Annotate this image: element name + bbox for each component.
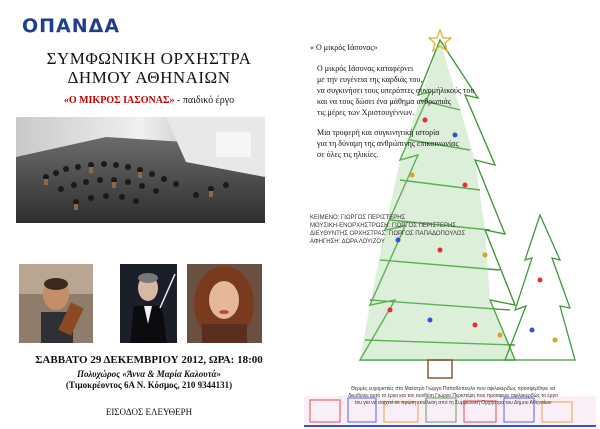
thanks-line: Θερμές ευχαριστίες στο Μαέστρο Γιώργο Παπαδόπουλο που αφιλοκερδώς προσφέρθηκε να (350, 386, 556, 392)
event-date: ΣΑΒΒΑΤΟ 29 ΔΕΚΕΜΒΡΙΟΥ 2012, ΩΡΑ: 18:00 (35, 354, 263, 366)
story-poem (317, 63, 527, 160)
event-venue: Πολυχώρος «Άννα & Μαρία Καλουτά» (76, 369, 222, 379)
thanks-note (308, 386, 598, 407)
narrator-portrait (187, 264, 262, 343)
story-title: « Ο μικρός Ιάσονας» (310, 43, 378, 52)
logo-text: ΟΠΑΝΔΑ (22, 15, 121, 37)
conductor-portrait (120, 264, 177, 343)
credit-line: ΔΙΕΥΘΥΝΤΗΣ ΟΡΧΗΣΤΡΑΣ: ΓΙΩΡΓΟΣ ΠΑΠΑΔΟΠΟΥΛΟΣ (310, 231, 466, 237)
poem-line: τις μέρες των Χριστουγέννων. (317, 108, 415, 117)
poem-line: Ο μικρός Ιάσονας καταφέρνει (317, 64, 414, 73)
poem-line: με την ευγένεια της καρδιάς του, (317, 75, 423, 84)
poem-line: να συγκινήσει τους υπερόπτες συνομήλικούς του (317, 86, 475, 95)
work-genre: - παιδικό έργο (174, 95, 235, 106)
poem-line: Μια τρυφερή και συγκινητική ιστορία (317, 128, 440, 137)
thanks-line: του για να σαιχτεί σε πρώτη εκτέλεση από τη Συμφωνική Ορχήστρα του Δήμου Αθηναίων (354, 400, 552, 406)
work-subtitle (0, 95, 298, 106)
poem-line: για τη δύναμη της ανθρώπινης επικοινωνίας (317, 139, 459, 148)
thanks-line: διευθύνει αυτό το έργο και τον συνθέτη Γιώργο Περιστέρη που πρόσφερε αφιλοκερδώς το έργο (348, 393, 558, 399)
credit-line: ΑΦΗΓΗΣΗ: ΔΩΡΑ ΛΟΥΙΖΟΥ (310, 239, 385, 245)
credit-line: ΚΕΙΜΕΝΟ: ΓΙΩΡΓΟΣ ΠΕΡΙΣΤΕΡΗΣ (310, 215, 406, 221)
poem-line: σε όλες τις ηλικίες. (317, 150, 379, 159)
poem-line: και να τους δώσει ένα μάθημα ανθρωπιάς (317, 97, 451, 106)
credits-block (310, 214, 465, 246)
orchestra-photo (16, 117, 265, 223)
concert-poster-left (0, 0, 298, 429)
event-address: (Τιμοκρέοντος 6Α Ν. Κόσμος, 210 9344131) (65, 380, 233, 390)
free-entry-note: ΕΙΣΟΔΟΣ ΕΛΕΥΘΕΡΗ (105, 407, 193, 417)
title-line-2: ΔΗΜΟΥ ΑΘΗΝΑΙΩΝ (67, 68, 231, 87)
opanda-logo (18, 12, 121, 40)
title-line-1: ΣΥΜΦΩΝΙΚΗ ΟΡΧΗΣΤΡΑ (46, 49, 252, 68)
story-page-right (300, 0, 600, 429)
composer-portrait (19, 264, 93, 343)
work-title: «Ο ΜΙΚΡΟΣ ΙΑΣΟΝΑΣ» (63, 95, 175, 106)
credit-line: ΜΟΥΣΙΚΗ-ΕΝΟΡΧΗΣΤΡΩΣΗ: ΓΙΩΡΓΟΣ ΠΕΡΙΣΤΕΡΗΣ (310, 223, 456, 229)
stanza-gap (317, 118, 527, 127)
